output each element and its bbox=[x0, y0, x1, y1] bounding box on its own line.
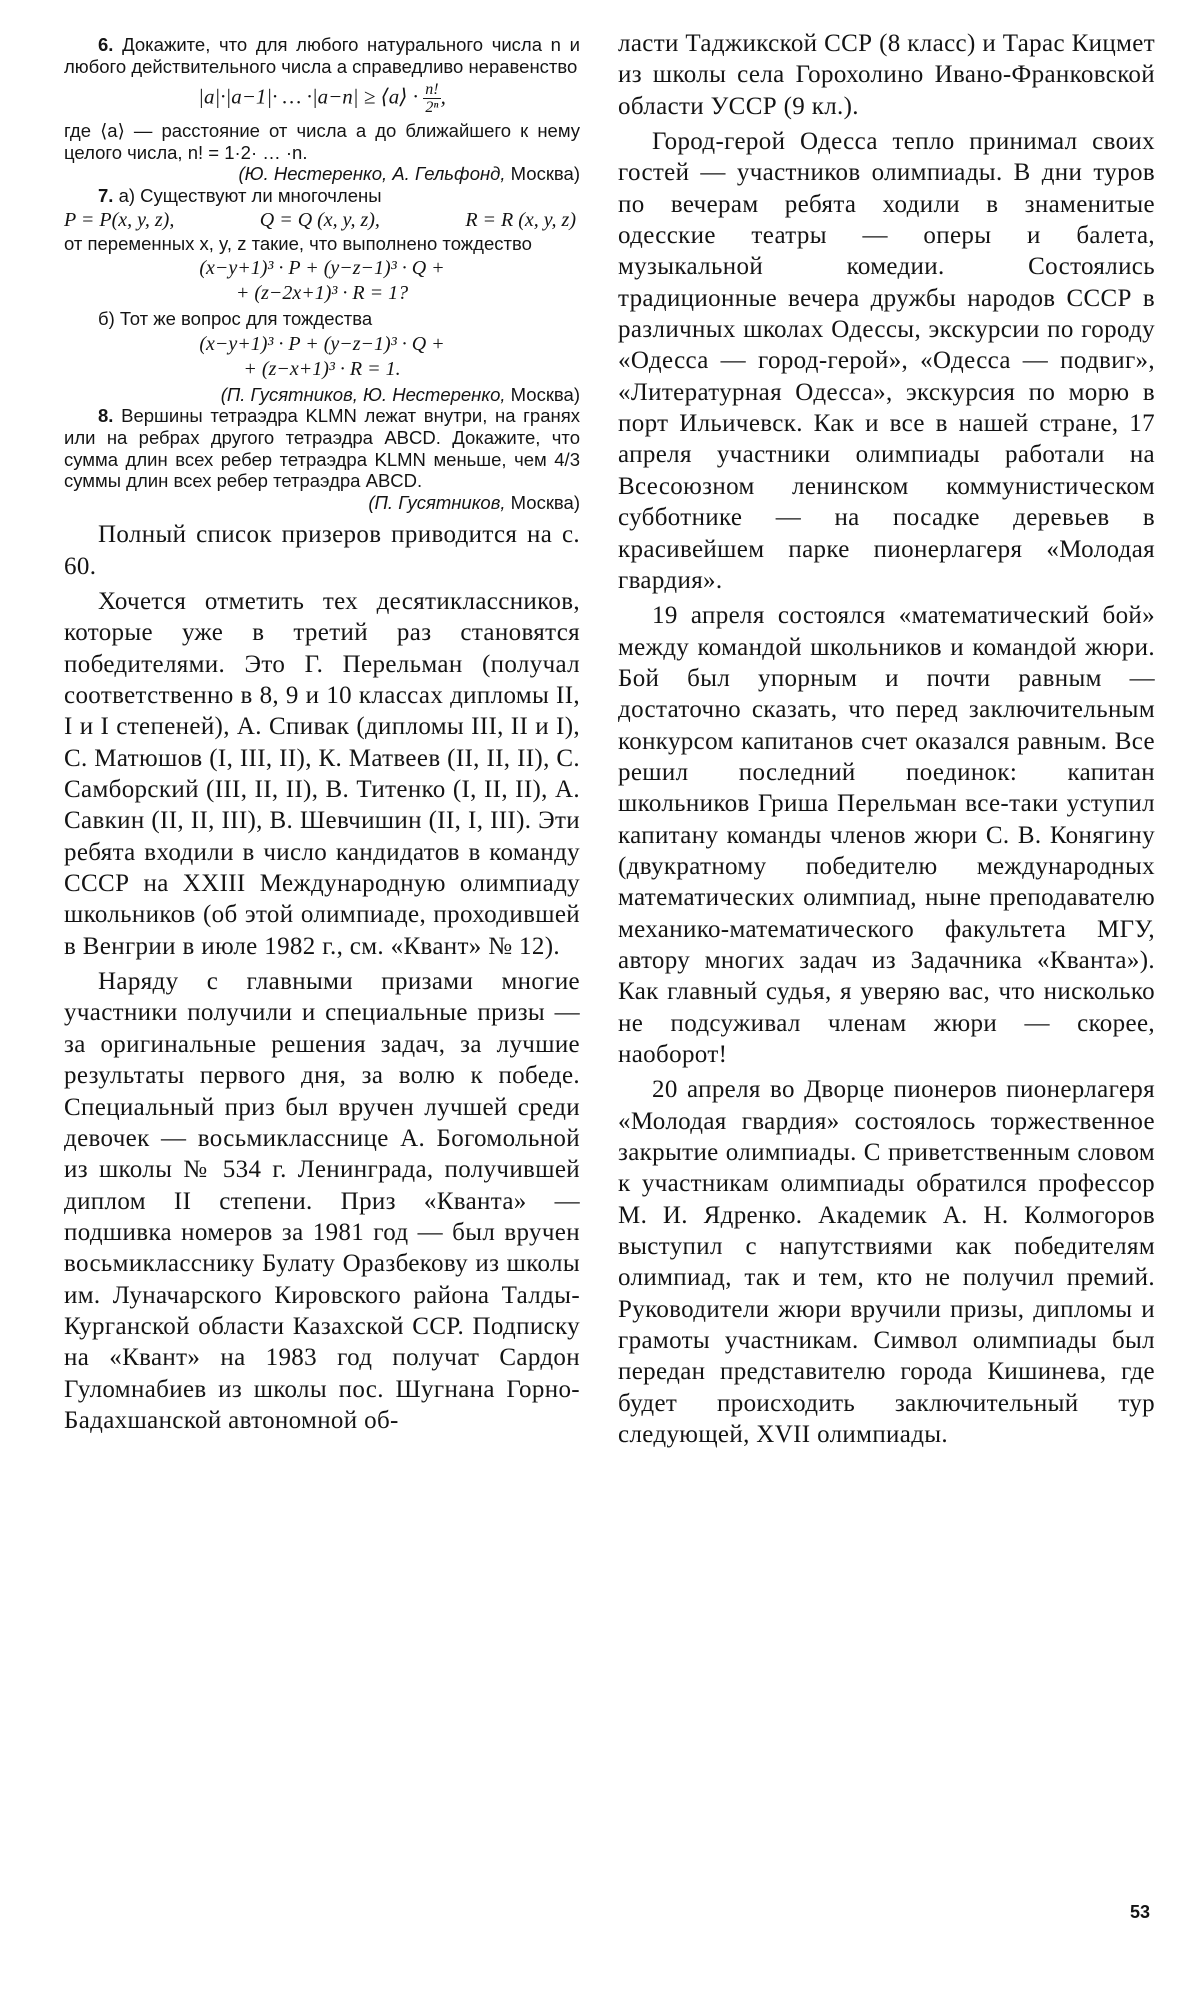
problem-6 bbox=[64, 34, 580, 77]
problem-8-credit bbox=[64, 492, 580, 514]
problem-7-credit-names: (П. Гусятников, Ю. Нестеренко, bbox=[220, 383, 506, 405]
identity-1-line-2: + (z−2x+1)³ · R = 1? bbox=[235, 282, 409, 305]
identity-2-line-2: + (z−x+1)³ · R = 1. bbox=[243, 357, 401, 380]
paragraph: Полный список призеров приводится на с. 60. bbox=[64, 521, 580, 580]
left-body-text bbox=[64, 519, 580, 1436]
problems-block bbox=[64, 34, 580, 513]
problem-8-credit-city: Москва) bbox=[510, 491, 580, 513]
problem-6-inequality: |a|·|a−1|· … ·|a−n| ≥ ⟨a⟩ · bbox=[198, 84, 418, 109]
problem-6-credit bbox=[64, 163, 580, 185]
problem-7-identity-2 bbox=[64, 332, 580, 382]
paragraph: Город-герой Одесса тепло принимал своих гостей — участников олимпиады. В дни туров по вечерам ребята ходили в знаменитые одесские театры — оперы и балета, музыкальной комедии. Состоялись традиционные вечера дружбы народов СССР в различных школах Одессы, экскурсии по городу «Одесса — город-герой», «Одесса — подвиг», «Литературная Одесса», экскурсия по морю в порт Ильичевск. Как и все в нашей стране, 17 апреля участники олимпиады работали на Всесоюзном ленинском коммунистическом субботнике — на посадке деревьев в красивейшем парке пионерлагеря «Молодая гвардия». bbox=[618, 128, 1155, 594]
paragraph: ласти Таджикской ССР (8 класс) и Тарас Кицмет из школы села Горохолино Ивано-Франковской области УССР (9 кл.). bbox=[618, 30, 1155, 120]
poly-Q: Q = Q (x, y, z), bbox=[259, 208, 380, 231]
problem-6-definition: где ⟨a⟩ — расстояние от числа a до ближайшего к нему целого числа, n! = 1·2· … ·n. bbox=[64, 120, 580, 163]
problem-7-identity-1 bbox=[64, 256, 580, 306]
problem-7-polynomials bbox=[64, 207, 580, 233]
problem-7a-text: а) Существуют ли многочлены bbox=[118, 184, 382, 206]
problem-7b: б) Тот же вопрос для тождества bbox=[98, 308, 373, 330]
problem-7-credit-city: Москва) bbox=[510, 383, 580, 405]
problem-8-credit-names: (П. Гусятников, bbox=[368, 491, 506, 513]
paragraph: 19 апреля состоялся «математический бой» между командой школьников и командой жюри. Бой был упорным и почти равным — достаточно сказать, что перед заключительным конкурсом капитанов счет оказался равным. Все решил последний поединок: капитан школьников Гриша Перельман все-таки уступил капитану команды членов жюри С. В. Конягину (двукратному победителю международных математических олимпиад, ныне преподавателю механико-математического факультета МГУ, автору многих задач из Задачника «Кванта»). Как главный судья, я уверяю вас, что нисколько не подсуживал членам жюри — скорее, наоборот! bbox=[618, 602, 1155, 1068]
poly-R: R = R (x, y, z) bbox=[465, 208, 576, 231]
problem-6-number: 6. bbox=[98, 34, 114, 55]
problem-7-number: 7. bbox=[98, 184, 114, 206]
left-column bbox=[64, 34, 580, 1436]
problem-7-credit bbox=[64, 384, 580, 406]
problem-8 bbox=[64, 405, 580, 491]
problem-6-text: Докажите, что для любого натурального числа n и любого действительного числа a справедливо неравенство bbox=[64, 34, 580, 77]
problem-8-number: 8. bbox=[98, 405, 114, 427]
fraction-numerator: n! bbox=[425, 81, 439, 99]
problem-7-text: от переменных x, y, z такие, что выполнено тождество bbox=[64, 232, 532, 254]
paragraph: 20 апреля во Дворце пионеров пионерлагеря «Молодая гвардия» состоялось торжественное закрытие олимпиады. С приветственным словом к участникам олимпиады обратился профессор М. И. Ядренко. Академик А. Н. Колмогоров выступил с напутствиями как победителям олимпиад, так и тем, кто не получил премий. Руководители жюри вручили призы, дипломы и грамоты участникам. Символ олимпиады был передан представителю города Кишинева, где будет происходить заключительный тур следующей, XVII олимпиады. bbox=[618, 1076, 1155, 1449]
fraction-denominator: 2ⁿ bbox=[425, 99, 439, 117]
problem-8-text: Вершины тетраэдра KLMN лежат внутри, на гранях или на ребрах другого тетраэдра ABCD. Докажите, что сумма длин всех ребер тетраэдра KLMN меньше, чем 4/3 суммы длин всех ребер тетраэдра ABCD. bbox=[64, 405, 580, 492]
problem-7a bbox=[64, 185, 580, 207]
problem-6-fraction bbox=[423, 81, 440, 116]
problem-6-formula: |a|·|a−1|· … ·|a−n| ≥ ⟨a⟩ · $\frac{n!}{\text{2ⁿ}}$ , bbox=[198, 81, 446, 117]
identity-1-line-1: (x−y+1)³ · P + (y−z−1)³ · Q + bbox=[199, 257, 445, 280]
paragraph: Наряду с главными призами многие участники получили и специальные призы — за оригинальные решения задач, за лучшие результаты первого дня, за волю к победе. Специальный приз был вручен лучшей среди девочек — восьмикласснице А. Богомольной из школы № 534 г. Ленинграда, получившей диплом II степени. Приз «Кванта» — подшивка номеров за 1981 год — был вручен восьмикласснику Булату Оразбекову из школы им. Луначарского Кировского района Талды-Курганской области Казахской ССР. Подписку на «Квант» на 1983 год получат Сардон Гуломнабиев из школы пос. Шугнана Горно-Бадахшанской автономной об- bbox=[64, 968, 580, 1434]
paragraph: Хочется отметить тех десятиклассников, которые уже в третий раз становятся победителями. Это Г. Перельман (получал соответственно в 8, 9 и 10 классах дипломы II, I и I степеней), А. Спивак (дипломы III, II и I), С. Матюшов (I, III, II), К. Матвеев (II, II, II), С. Самборский (III, II, II), В. Титенко (I, II, II), А. Савкин (II, II, III), В. Шевчишин (II, I, III). Эти ребята входили в число кандидатов в команду СССР на XXIII Международную олимпиаду школьников (об этой олимпиаде, проходившей в Венгрии в июле 1982 г., см. «Квант» № 12). bbox=[64, 588, 580, 960]
right-column bbox=[618, 28, 1155, 1450]
poly-P: P = P(x, y, z), bbox=[64, 208, 175, 231]
problem-6-credit-names: (Ю. Нестеренко, А. Гельфонд, bbox=[238, 163, 506, 185]
problem-6-credit-city: Москва) bbox=[510, 163, 580, 185]
page-number: 53 bbox=[1130, 1902, 1151, 1922]
identity-2-line-1: (x−y+1)³ · P + (y−z−1)³ · Q + bbox=[199, 332, 445, 355]
